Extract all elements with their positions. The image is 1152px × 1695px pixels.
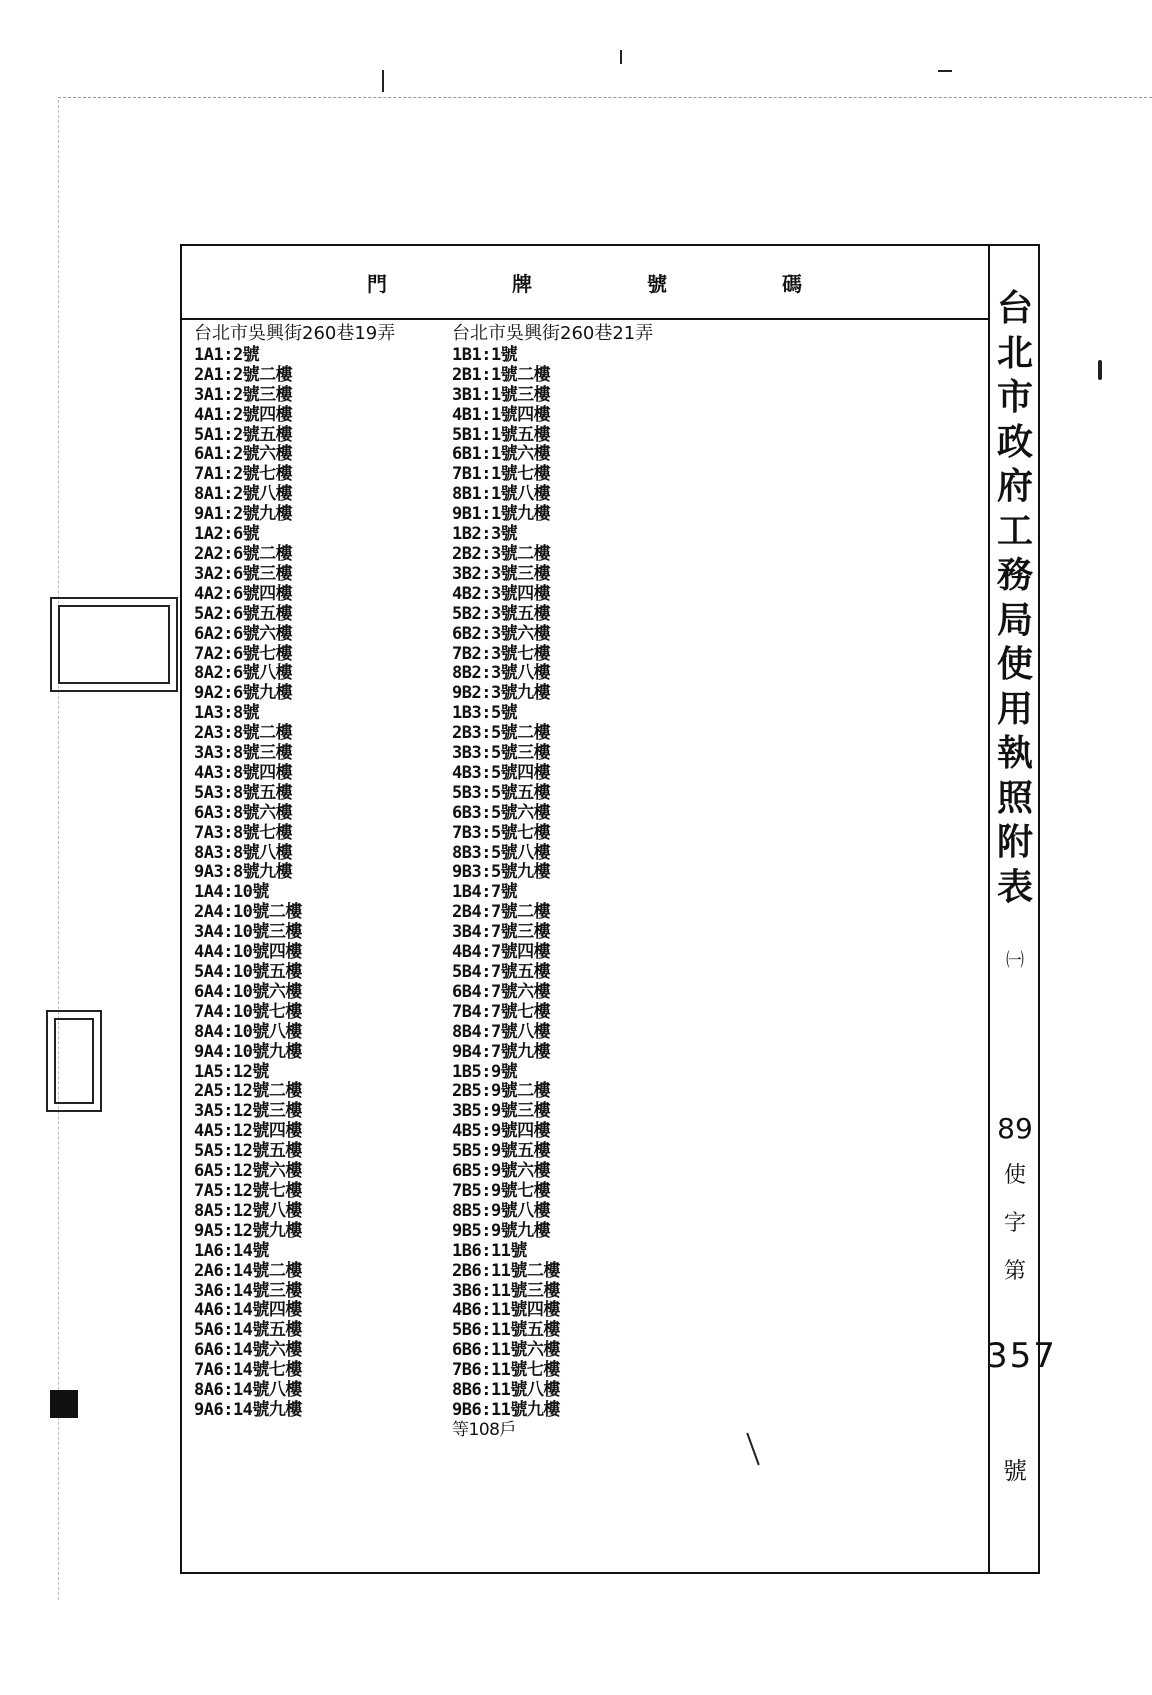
address-entry: 1A4:10號: [194, 882, 269, 903]
address-entry: 6A5:12號六樓: [194, 1161, 302, 1182]
address-entry: 8B5:9號八樓: [452, 1200, 551, 1221]
address-entry: 2B2:3號二樓: [452, 543, 551, 564]
address-entry: 6B4:7號六樓: [452, 981, 551, 1002]
address-entry: 8B3:5號八樓: [452, 842, 551, 863]
address-entry: 3A3:8號三樓: [194, 743, 293, 764]
address-entry: 3A4:10號三樓: [194, 922, 302, 943]
address-entry: 1A1:2號: [194, 344, 260, 365]
address-entry: 9B5:9號九樓: [452, 1220, 551, 1241]
address-entry: 8B6:11號八樓: [452, 1380, 560, 1401]
address-entry: 9A4:10號九樓: [194, 1041, 302, 1062]
address-entry: 5B1:1號五樓: [452, 424, 551, 445]
title-char: 北: [996, 331, 1033, 374]
address-entry: 1A6:14號: [194, 1240, 269, 1261]
scan-speck: [938, 70, 952, 72]
address-entry: 4A1:2號四樓: [194, 404, 293, 425]
address-entry: 5B2:3號五樓: [452, 603, 551, 624]
address-entry: 7B5:9號七樓: [452, 1180, 551, 1201]
address-entry: 4B6:11號四樓: [452, 1300, 560, 1321]
binding-hole-mark: [50, 1390, 78, 1418]
address-entry: 4A3:8號四樓: [194, 762, 293, 783]
address-entry: 4B1:1號四樓: [452, 404, 551, 425]
address-entry: 4B4:7號四樓: [452, 942, 551, 963]
permit-char: 使: [1003, 1163, 1026, 1188]
address-entry: 1A3:8號: [194, 703, 260, 724]
address-entry: 3B5:9號三樓: [452, 1101, 551, 1122]
address-entry: 7A2:6號七樓: [194, 643, 293, 664]
address-entry: 6A4:10號六樓: [194, 981, 302, 1002]
title-char: 執: [996, 732, 1033, 774]
address-entry: 3B3:5號三樓: [452, 743, 551, 764]
address-entry: 2B4:7號二樓: [452, 902, 551, 923]
address-entry: 6B1:1號六樓: [452, 444, 551, 465]
address-entry: 7A4:10號七樓: [194, 1001, 302, 1022]
address-entry: 8B1:1號八樓: [452, 484, 551, 505]
scan-edge-line-left: [58, 100, 59, 1600]
address-entry: 4B3:5號四樓: [452, 762, 551, 783]
title-char: 用: [996, 687, 1033, 730]
address-entry: 9A1:2號九樓: [194, 504, 293, 525]
attachment-table: [180, 244, 1057, 1574]
part-number: ㈠: [1006, 950, 1024, 971]
address-entry: 6A6:14號六樓: [194, 1340, 302, 1361]
address-entry: 8A1:2號八樓: [194, 484, 293, 505]
address-entry: 2B3:5號二樓: [452, 723, 551, 744]
header-char: 門: [367, 272, 387, 296]
title-char: 台: [996, 287, 1033, 329]
address-entry: 8A5:12號八樓: [194, 1200, 302, 1221]
header-char: 牌: [512, 272, 532, 296]
address-entry: 7B1:1號七樓: [452, 464, 551, 485]
address-entry: 8A4:10號八樓: [194, 1021, 302, 1042]
address-entry: 7A6:14號七樓: [194, 1360, 302, 1381]
address-entry: 6A2:6號六樓: [194, 623, 293, 644]
address-entry: 7A3:8號七樓: [194, 822, 293, 843]
scan-speck: [620, 50, 622, 64]
address-entry: 5B3:5號五樓: [452, 782, 551, 803]
address-entry: 8B2:3號八樓: [452, 663, 551, 684]
address-list-right: [452, 324, 653, 1441]
address-entry: 6B2:3號六樓: [452, 623, 551, 644]
title-char: 府: [996, 465, 1033, 507]
address-entry: 3A2:6號三樓: [194, 563, 293, 584]
address-list-left: [194, 324, 395, 1421]
permit-char: 字: [1003, 1211, 1026, 1236]
address-entry: 4B5:9號四樓: [452, 1121, 551, 1142]
address-entry: 8A6:14號八樓: [194, 1380, 302, 1401]
title-char: 附: [996, 821, 1033, 863]
street-title: 台北市吳興街260巷21弄: [452, 323, 654, 344]
address-entry: 9A6:14號九樓: [194, 1399, 302, 1420]
address-entry: 9A3:8號九樓: [194, 862, 293, 883]
permit-year: 89: [997, 1112, 1033, 1145]
address-entry: 7A5:12號七樓: [194, 1180, 302, 1201]
address-entry: 4A5:12號四樓: [194, 1121, 302, 1142]
address-entry: 1B6:11號: [452, 1240, 527, 1261]
document-title: [990, 286, 1040, 909]
address-entry: 6B3:5號六樓: [452, 802, 551, 823]
address-entry: 6A3:8號六樓: [194, 802, 293, 823]
address-entry: 6B6:11號六樓: [452, 1340, 560, 1361]
address-entry: 4A6:14號四樓: [194, 1300, 302, 1321]
address-entry: 1B4:7號: [452, 882, 518, 903]
permit-number: 357: [986, 1336, 1057, 1376]
address-entry: 7B6:11號七樓: [452, 1360, 560, 1381]
address-entry: 2B6:11號二樓: [452, 1260, 560, 1281]
address-entry: 5A5:12號五樓: [194, 1141, 302, 1162]
address-entry: 7B4:7號七樓: [452, 1001, 551, 1022]
address-entry: 3B4:7號三樓: [452, 922, 551, 943]
address-entry: 2A1:2號二樓: [194, 364, 293, 385]
side-title-column: [986, 246, 1057, 1572]
title-char: 使: [996, 643, 1033, 685]
address-entry: 5A6:14號五樓: [194, 1320, 302, 1341]
address-entry: 3A6:14號三樓: [194, 1280, 302, 1301]
scan-edge-line: [58, 97, 1152, 98]
street-title: 台北市吳興街260巷19弄: [194, 323, 396, 344]
address-entry: 2A5:12號二樓: [194, 1081, 302, 1102]
address-entry: 3A5:12號三樓: [194, 1101, 302, 1122]
title-char: 局: [996, 598, 1033, 641]
scan-speck: [382, 70, 384, 92]
address-entry: 4A4:10號四樓: [194, 942, 302, 963]
address-entry: 2A3:8號二樓: [194, 723, 293, 744]
title-char: 工: [996, 509, 1033, 552]
address-entry: 4A2:6號四樓: [194, 583, 293, 604]
address-entry: 2A6:14號二樓: [194, 1260, 302, 1281]
address-entry: 1B3:5號: [452, 703, 518, 724]
address-entry: 5A3:8號五樓: [194, 782, 293, 803]
table-header: [182, 246, 988, 320]
address-entry: 9B2:3號九樓: [452, 683, 551, 704]
address-entry: 1B1:1號: [452, 344, 518, 365]
title-char: 市: [996, 376, 1033, 418]
title-char: 政: [996, 420, 1033, 463]
title-char: 表: [996, 865, 1033, 908]
address-entry: 5B6:11號五樓: [452, 1320, 560, 1341]
address-entry: 3A1:2號三樓: [194, 384, 293, 405]
address-entry: 8A2:6號八樓: [194, 663, 293, 684]
scan-speck: [1098, 360, 1102, 380]
address-entry: 9B3:5號九樓: [452, 862, 551, 883]
address-entry: 5B4:7號五樓: [452, 962, 551, 982]
address-entry: 5A2:6號五樓: [194, 603, 293, 624]
address-entry: 3B6:11號三樓: [452, 1280, 560, 1301]
address-entry: 2B1:1號二樓: [452, 364, 551, 385]
address-entry: 2A4:10號二樓: [194, 902, 302, 923]
address-entry: 3B2:3號三樓: [452, 563, 551, 584]
official-seal: [46, 1010, 102, 1112]
address-entry: 9A5:12號九樓: [194, 1220, 302, 1241]
address-entry: 1B5:9號: [452, 1061, 518, 1082]
permit-suffix: 號: [1003, 1457, 1027, 1485]
address-entry: 5A1:2號五樓: [194, 424, 293, 445]
address-entry: 4B2:3號四樓: [452, 583, 551, 604]
header-char: 碼: [782, 272, 802, 296]
permit-char: 第: [1003, 1259, 1026, 1284]
address-entry: 7A1:2號七樓: [194, 464, 293, 485]
address-entry: 6B5:9號六樓: [452, 1161, 551, 1182]
official-seal: [50, 597, 178, 692]
address-entry: 7B3:5號七樓: [452, 822, 551, 843]
address-entry: 2B5:9號二樓: [452, 1081, 551, 1102]
address-entry: 9A2:6號九樓: [194, 683, 293, 704]
address-entry: 5B5:9號五樓: [452, 1141, 551, 1162]
address-entry: 3B1:1號三樓: [452, 384, 551, 405]
address-entry: 8A3:8號八樓: [194, 842, 293, 863]
address-entry: 7B2:3號七樓: [452, 643, 551, 664]
address-entry: 5A4:10號五樓: [194, 962, 302, 982]
address-entry: 1A5:12號: [194, 1061, 269, 1082]
title-char: 務: [996, 554, 1033, 596]
address-entry: 6A1:2號六樓: [194, 444, 293, 465]
title-char: 照: [996, 776, 1033, 819]
header-char: 號: [647, 272, 667, 296]
address-entry: 1B2:3號: [452, 524, 518, 545]
address-entry: 1A2:6號: [194, 524, 260, 545]
household-total: 等108戶: [452, 1419, 516, 1440]
address-entry: 2A2:6號二樓: [194, 543, 293, 564]
address-entry: 9B4:7號九樓: [452, 1041, 551, 1062]
address-entry: 9B1:1號九樓: [452, 504, 551, 525]
address-entry: 9B6:11號九樓: [452, 1399, 560, 1420]
address-entry: 8B4:7號八樓: [452, 1021, 551, 1042]
